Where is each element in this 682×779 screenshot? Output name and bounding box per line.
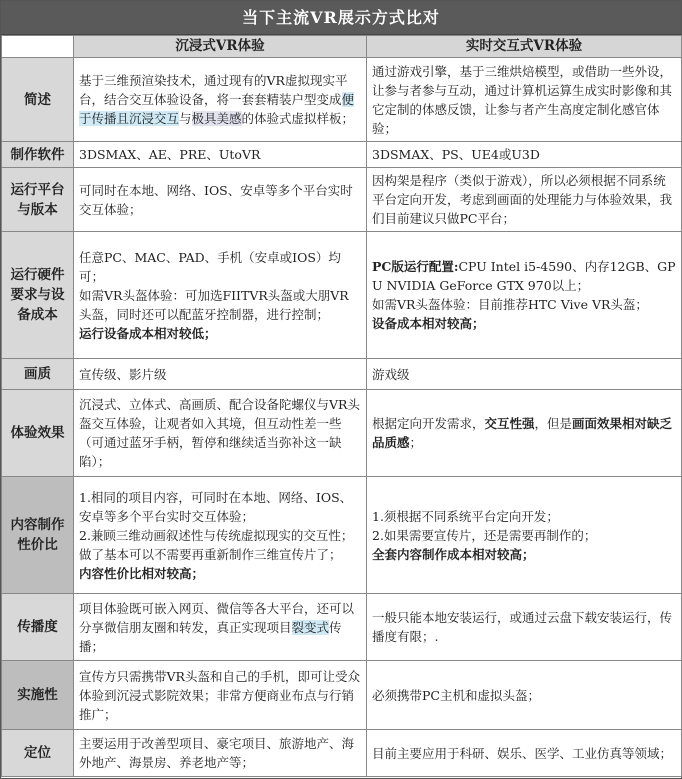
row-label-platform: 运行平台与版本 xyxy=(2,168,74,232)
cell-line: 如需VR头盔体验：可加选FIITVR头盔或大朋VR头盔，同时还可以配蓝牙控制器，进行控制； xyxy=(79,287,349,322)
cell-text: 的体验式虚拟样板； xyxy=(241,111,355,126)
row-label-content-cost: 内容制作性价比 xyxy=(2,477,74,594)
cell-quality-immersive: 宣传级、影片级 xyxy=(74,359,367,390)
row-label-quality: 画质 xyxy=(2,359,74,390)
row-label-positioning: 定位 xyxy=(2,730,74,777)
cell-line-bold: 运行设备成本相对较低； xyxy=(79,325,217,341)
cell-text: 与 xyxy=(179,111,192,126)
row-label-experience: 体验效果 xyxy=(2,390,74,477)
table-row xyxy=(2,58,682,142)
table-header-row xyxy=(2,36,682,58)
table-row xyxy=(2,594,682,661)
column-header-immersive: 沉浸式VR体验 xyxy=(74,36,367,58)
cell-line xyxy=(372,257,676,295)
cell-line: 2.兼顾三维动画叙述性与传统虚拟现实的交互性；做了基本可以不需要再重新制作三维宣传片了； xyxy=(79,527,354,562)
highlighted-text: 便于传播且沉浸交互 xyxy=(79,92,355,126)
cell-platform-immersive: 可同时在本地、网络、IOS、安卓等多个平台实时交互体验； xyxy=(74,168,367,232)
table-row xyxy=(2,168,682,232)
corner-cell xyxy=(2,36,74,58)
table-row xyxy=(2,142,682,168)
comparison-table xyxy=(1,35,682,777)
column-header-realtime: 实时交互式VR体验 xyxy=(367,36,682,58)
cell-feasibility-immersive: 宣传方只需携带VR头盔和自己的手机，即可让受众体验到沉浸式影院效果；非常方便商业布点与行销推广； xyxy=(74,661,367,730)
table-row xyxy=(2,661,682,730)
cell-text: 根据定向开发需求， xyxy=(372,416,485,431)
cell-spread-realtime: 一般只能本地安装运行，或通过云盘下载安装运行，传播度有限；. xyxy=(367,594,682,661)
highlighted-text: 极具美感 xyxy=(191,111,242,126)
cell-text: ； xyxy=(409,435,423,450)
cell-line: 1.相同的项目内容，可同时在本地、网络、IOS、安卓等多个平台实时交互体验； xyxy=(79,489,353,524)
cell-line: 2.如果需要宣传片，还是需要再制作的； xyxy=(372,527,597,543)
table-row xyxy=(2,359,682,390)
highlighted-text: 裂变式 xyxy=(291,619,330,635)
document-title: 当下主流VR展示方式比对 xyxy=(1,1,681,35)
row-label-software: 制作软件 xyxy=(2,142,74,168)
cell-experience-immersive: 沉浸式、立体式、高画质、配合设备陀螺仪与VR头盔交互体验，让观者如入其境，但互动性差一些（可通过蓝牙手柄，暂停和继续适当弥补这一缺陷）； xyxy=(74,390,367,477)
cell-content-cost-realtime xyxy=(367,477,682,594)
cell-software-realtime: 3DSMAX、PS、UE4或U3D xyxy=(367,142,682,168)
cell-text: 传播； xyxy=(79,619,342,654)
cell-line-bold: 设备成本相对较高； xyxy=(372,316,485,331)
cell-experience-realtime xyxy=(367,390,682,477)
cell-line: 1.须根据不同系统平台定向开发； xyxy=(372,508,559,524)
cell-hardware-immersive xyxy=(74,232,367,359)
row-label-spread: 传播度 xyxy=(2,594,74,661)
cell-feasibility-realtime: 必须携带PC主机和虚拟头盔； xyxy=(367,661,682,730)
table-row xyxy=(2,730,682,777)
table-row xyxy=(2,390,682,477)
cell-positioning-immersive: 主要运用于改善型项目、豪宅项目、旅游地产、海外地产、海景房、养老地产等； xyxy=(74,730,367,777)
table-row xyxy=(2,232,682,359)
row-label-hardware: 运行硬件要求与设备成本 xyxy=(2,232,74,359)
cell-text: 基于三维预渲染技术，通过现有的VR虚拟现实平台，结合交互体验设备，将一套套精装户型变成 xyxy=(79,73,348,107)
cell-quality-realtime: 游戏级 xyxy=(367,359,682,390)
cell-text-bold: 画面效果相对缺乏品质感 xyxy=(372,416,673,450)
cell-hardware-realtime xyxy=(367,232,682,359)
cell-text: 项目体验既可嵌入网页、微信等各大平台，还可以分享微信朋友圈和转发，真正实现项目 xyxy=(79,600,355,635)
row-label-feasibility: 实施性 xyxy=(2,661,74,730)
cell-platform-realtime: 因构架是程序（类似于游戏），所以必须根据不同系统平台定向开发，考虑到画面的处理能力与体验效果，我们目前建议只做PC平台； xyxy=(367,168,682,232)
cell-line-bold: 全套内容制作成本相对较高； xyxy=(372,546,535,562)
cell-content-cost-immersive xyxy=(74,477,367,594)
cell-spread-immersive xyxy=(74,594,367,661)
row-label-overview: 简述 xyxy=(2,58,74,142)
cell-positioning-realtime: 目前主要应用于科研、娱乐、医学、工业仿真等领域； xyxy=(367,730,682,777)
cell-text: ，但是 xyxy=(534,416,573,431)
cell-line: 任意PC、MAC、PAD、手机（安卓或IOS）均可； xyxy=(79,249,341,284)
cell-overview-realtime: 通过游戏引擎，基于三维烘焙模型，或借助一些外设，让参与者参与互动，通过计算机运算生成实时影像和其它定制的体感反馈，让参与者产生高度定制化感官体验； xyxy=(367,58,682,142)
cell-software-immersive: 3DSMAX、AE、PRE、UtoVR xyxy=(74,142,367,168)
cell-text-bold: PC版运行配置: xyxy=(372,259,459,274)
cell-text: CPU Intel i5-4590、内存12GB、GPU NVIDIA GeForce GTX 970以上； xyxy=(372,259,676,293)
cell-line: 如需VR头盔体验：目前推荐HTC Vive VR头盔； xyxy=(372,297,648,312)
table-row xyxy=(2,477,682,594)
cell-overview-immersive xyxy=(74,58,367,142)
cell-text-bold: 交互性强 xyxy=(484,416,535,431)
cell-line-bold: 内容性价比相对较高； xyxy=(79,565,205,581)
